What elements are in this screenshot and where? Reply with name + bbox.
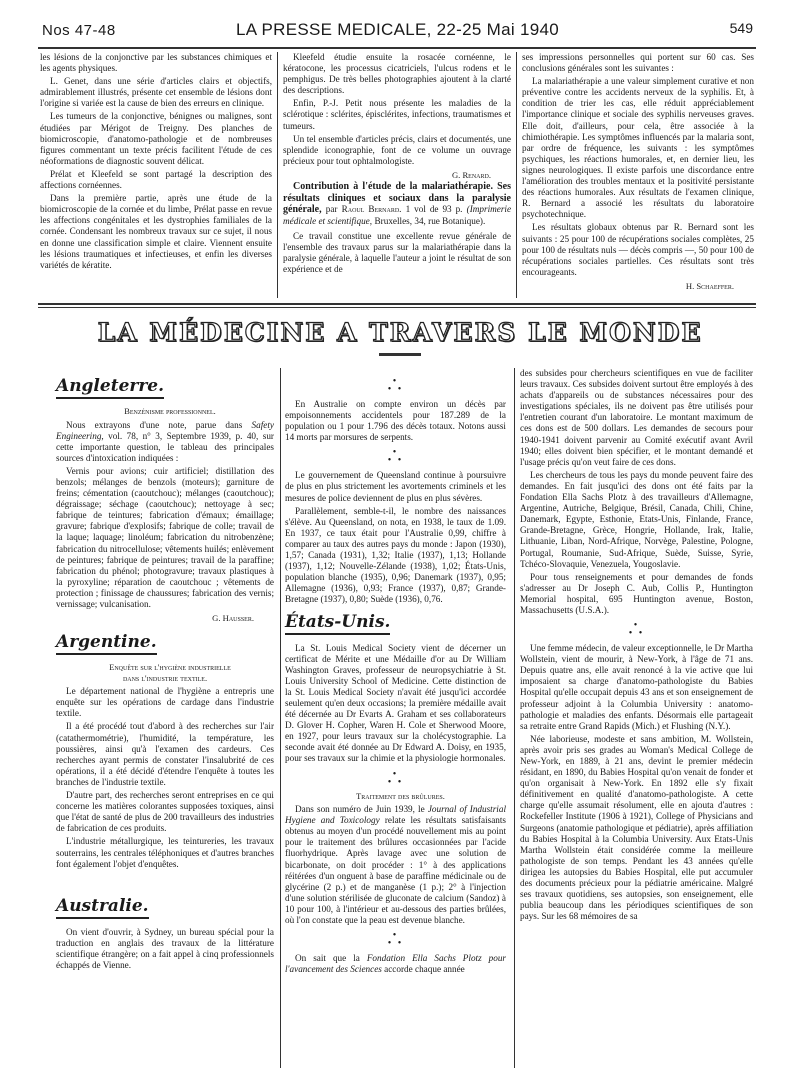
country-heading-angleterre: Angleterre. [56,376,164,399]
paragraph: Une femme médecin, de valeur exceptionnelle, le Dr Martha Wollstein, vient de mourir, à New-York, à l'âge de 71 ans. Depuis quatre ans, elle avait renoncé à la vie active que lui imposaient sa charge d'anatomo-pathologiste du Babies Hospital qu'elle occupait depuis 43 ans et son enseignement de professeur adjoint à la Columbia University : anatomo-pathologie et maladies des enfants. Désormais elle partageait sa retraite entre Grand Rapids (Mich.) et Flushing (N.Y.). [520,643,753,731]
paragraph [285,953,506,975]
bottom-column-1 [56,372,274,971]
paragraph: ses impressions personnelles qui portent sur 60 cas. Ses conclusions générales sont les suivantes : [522,52,754,74]
column-divider [277,52,278,298]
running-head [40,20,755,44]
header-rule [38,47,756,49]
paragraph: Le département national de l'hygiène a entrepris une enquête sur les opérations de cardage dans l'industrie textile. [56,686,274,719]
journal-name: Journal of Industrial Hygiene and Toxicology [285,804,507,826]
journal-name: Safety Engineering [56,419,274,441]
text: Nous extrayons d'une note, parue dans [66,419,243,430]
paragraph: Née laborieuse, modeste et sans ambition, M. Wollstein, après avoir pris ses grades au Woman's Medical College de New-York, en 1889, à 21 ans, devint le premier médecin résidant, en 1890, du Babies Hospital qu'on venait de fonder et qu'on organisait à New-York. En 1892 elle s'y fixait définitivement en qualité d'anatomo-pathologiste. A cette charge qu'elle assumait résolument, elle en ajouta d'autres : Rockefeller Institute (1906 à 1921), College of Physicians and Surgeons (anatomie pathologique et pédiatrie), après affiliation du Babies Hospital à la Columbia University. Aux Etats-Unis Martha Wollstein était considérée comme la meilleure pathologiste de son temps. Pendant les 43 années qu'elle dirigea les autopsies du Babies Hospital, elle put accumuler des documents précieux pour la pédiatrie américaine. Malgré ses travaux quotidiens, ses autopsies, son enseignement, elle publia beaucoup dans les périodiques scientifiques de son pays. Sur les 68 mémoires de sa [520,733,753,922]
paragraph: Les tumeurs de la conjonctive, bénignes ou malignes, sont étudiées par Mérigot de Treigny. Des planches de biomicroscopie, d'anatomo-pathologie et de nombreuses figures commentant un texte précis facilitent l'étude de ces néoformations de diagnostic souvent délicat. [40,111,272,166]
top-column-1 [40,52,272,271]
section-title-underline [379,353,421,356]
column-divider [280,368,281,1068]
publication-title: LA PRESSE MEDICALE, 22-25 Mai 1940 [236,20,559,39]
column-divider [516,52,517,298]
paragraph: Pour tous renseignements et pour demandes de fonds s'adresser au Dr Joseph C. Aub, Collis P., Huntington Memorial hospital, 695 Huntington avenue, Boston, Massachusetts (U.S.A.). [520,571,753,615]
paragraph: Les chercheurs de tous les pays du monde peuvent faire des demandes. En fait jusqu'ici des dons ont été faits par la Fondation Ella Sachs Plotz à des travailleurs d'Allemagne, Argentine, Autriche, Belgique, Brésil, Canada, Chili, Chine, Danemark, Egypte, Esthonie, Etats-Unis, Finlande, France, Grande-Bretagne, Grèce, Hongrie, Hollande, Irak, Italie, Lithuanie, Liban, Nord-Afrique, Norvège, Palestine, Pologne, Portugal, Roumanie, Sud-Afrique, Suède, Suisse, Syrie, Tchéco-Slovaquie, Venezuela, Yougoslavie. [520,469,753,569]
book-author: Raoul Bernard. [341,204,402,215]
section-rule-thin [38,307,756,308]
review-signature: G. Renard. [451,169,491,180]
text: accorde chaque année [384,964,465,975]
book-address: Bruxelles, 34, rue Botanique). [374,215,486,226]
book-details: 1 vol de 93 p. [405,204,463,215]
paragraph [56,420,274,464]
paragraph: Les résultats globaux obtenus par R. Bernard sont les suivants : 25 pour 100 de récupérations sociales complètes, 25 pour 100 de résultats nuls — décès compris —, 50 pour 100 de récupérations sociales partielles. Ces résultats sont très encourageants. [522,222,754,277]
bottom-column-3 [520,368,753,922]
book-review-heading [283,181,511,227]
top-column-3 [522,52,754,292]
article-signature: G. Hausser. [212,613,254,624]
paragraph: Le gouvernement de Queensland continue à poursuivre de plus en plus strictement les avortements criminels et les mesures de police deviennent de plus en plus sévères. [285,470,506,503]
top-column-2 [283,52,511,275]
paragraph: les lésions de la conjonctive par les substances chimiques et les agents physiques. [40,52,272,74]
article-subhead [56,663,274,684]
paragraph: des subsides pour chercheurs scientifiques en vue de faciliter leurs travaux. Ces subsides doivent surtout être employés à des achats d'appareils ou de substances nécessaires pour des investigations spéciales, ils ne doivent pas être utilisés pour l'entretien courant d'un laboratoire. Le montant maximum de ces dons est de 500 dollars. Les demandes de secours pour 1940-1941 doivent parvenir au Comité exécutif avant Avril 1940; elles doivent bien spécifier, et le montant demandé et l'usage précis qu'on veut faire de ces dons. [520,368,753,467]
issue-number: Nos 47-48 [42,22,116,39]
paragraph: D'autre part, des recherches seront entreprises en ce qui concerne les matières colorantes supposées toxiques, ainsi que l'état de santé de plus de 200 travailleurs des industries de fabrication de ces produits. [56,790,274,834]
bottom-column-2 [285,372,506,975]
article-subhead: Traitement des brûlures. [356,791,445,801]
asterism-icon: • • • [387,768,404,788]
country-heading-argentine: Argentine. [56,632,157,655]
text: Dans son numéro de Juin 1939, le [295,804,425,815]
paragraph: Vernis pour avions; cuir artificiel; distillation des benzols; mélanges de benzols (moteurs); garniture de freins; cémentation (caoutchouc); mélanges (caoutchouc); dégraissage; séchage (caoutchouc); nettoyage à sec; fabrique de teintures; fabrication d'émaux; émaillage; gravure; fabrique d'explosifs; fabrique de colle; travail de la laque; laquage; linoléum; fabrication du nitrobenzène; fabrication du nitrocellulose; vêtements huilés; enlèvement de peintures; fabrique de peintures; travail de la paraffine; fabrication du phénol; photogravure; travaux plastiques à la pyroxyline; réparation de caoutchouc ; vêtements de protection ; finissage de chaussures; fabrication des vernis; vernissage; vulcanisation. [56,465,274,609]
paragraph: Ce travail constitue une excellente revue générale de l'ensemble des travaux parus sur la malariathérapie dans la paralysie générale, à laquelle l'auteur a joint le résultat de son expérience et de [283,231,511,275]
article-subhead: Benzénisme professionnel. [124,407,216,416]
book-title: Contribution à l'étude de la malariathérapie. Ses résultats cliniques et sociaux dans la paralysie générale, [283,181,511,216]
book-publisher: (Imprimerie médicale et scientifique, [283,204,512,226]
asterism-icon: • • • [387,930,404,950]
paragraph: Parallèlement, semble-t-il, le nombre des naissances s'élève. Au Queensland, on nota, en 1938, le taux de 1.09. En 1937, ce taux était pour l'Australie 0,99, chiffre à comparer au taux des autres pays du monde : Japon (1930), 1,57; Canada (1931), 1,32; Italie (1937), 1,13; Hollande (1937), 1,12; Nouvelle-Zélande (1938), 1,02; États-Unis, population blanche (1935), 0,96; Danemark (1937), 0,95; Allemagne (1936), 0,93; France (1937), 0,87; Grande-Bretagne (1937), 0,80; Suède (1936), 0,76. [285,505,506,605]
paragraph: La St. Louis Medical Society vient de décerner un certificat de Mérite et une Médaille d'or au Dr William Washington Graves, professeur de neuropsychiatrie à St. Louis University School of Medicine. Cette distinction de la St. Louis Medical Society n'avait été jusqu'ici accordée seulement qu'en deux occasions; la première médaille avait été décernée au Dr Evarts A. Graham et ses collaborateurs D. Glover H. Copher, Waren H. Cole et Sherwood Moore, en 1927, pour leurs travaux sur la cholécystographie. La seconde avait été donnée au Dr Edward A. Doisy, en 1935, pour ses travaux sur la chimie et la physiologie hormonales. [285,642,506,764]
paragraph: L'industrie métallurgique, les teintureries, les travaux souterrains, les centrales téléphoniques et d'autres branches font également l'objet d'enquêtes. [56,836,274,869]
foundation-name: Fondation Ella Sachs Plotz pour l'avancement des Sciences [285,953,506,975]
paragraph: On vient d'ouvrir, à Sydney, un bureau spécial pour la traduction en anglais des travaux de la littérature scientifique étrangère; on a fait appel à cinq professionnels échappés de Vienne. [56,926,274,970]
column-divider [514,368,515,1068]
paragraph: La malariathérapie a une valeur simplement curative et non préventive contre les accidents nerveux de la syphilis. Et, à condition de trier les cas, elle réduit appréciablement l'importance clinique et sociale des syphilis nerveuses graves. Elle doit, d'ailleurs, pour cela, être associée à la chimiothérapie. Les symptômes influencés par la malaria sont, par ordre de fréquence, les suivants : les symptômes psychiques, les réactions humorales, et, en dernier lieu, les signes neurologiques. Il existe parfois une discordance entre l'amélioration des troubles mentaux et la positivité persistante des réactions humorales. Aux résultats de l'examen clinique, R. Bernard a associé les résultats du laboratoire psychotechnique. [522,76,754,220]
text: relate les résultats satisfaisants obtenus au moyen d'un procédé nouvellement mis au point pour le traitement des brûlures occasionnées par l'acide fluorhydrique. Après lavage avec une solution de bicarbonate, on doit procéder : 1° à des applications réitérées d'un onguent à base de paraffine médicinale ou de glycérine (2 p.) et de manganèse (1 p.); 2° à l'injection d'une solution stérilisée de gluconate de calcium (Sandoz) à 10 pour 100, à l'intérieur et au-dessous des parties brûlées, où l'on constate que la peau est devenue blanche. [285,815,506,925]
asterism-icon: • • • [387,376,404,395]
country-heading-australie: Australie. [56,896,149,919]
country-heading-etats-unis: États-Unis. [285,612,390,635]
paragraph: Prélat et Kleefeld se sont partagé la description des affections cornéennes. [40,168,272,191]
subhead-line: dans l'industrie textile. [122,673,208,683]
paragraph: En Australie on compte environ un décès par empoisonnements accidentels pour 187.289 de la population ou 1 pour 1.796 des décès totaux. Notons aussi 14 morts par morsures de serpents. [285,399,506,443]
text: , vol. 78, n° 3, Septembre 1939, p. 40, sur cette importante question, le tableau des principales sources d'intoxication indiquées : [56,430,274,463]
text: On sait que la [295,953,360,964]
book-author-prefix: par [325,204,338,215]
paragraph: L. Genet, dans une série d'articles clairs et objectifs, admirablement illustrés, présente cet ensemble de lésions dont l'origine si variée est la cause de bien des erreurs en clinique. [40,76,272,109]
paragraph: Il a été procédé tout d'abord à des recherches sur l'air (catathermométrie), l'humidité, la température, les poussières, ainsi qu'à l'examen des cardeurs. Ces recherches ayant permis de constater l'insalubrité de ces opérations, il a été décidé d'étendre l'enquête à toutes les branches de l'industrie textile. [56,721,274,787]
section-title: LA MÉDECINE A TRAVERS LE MONDE [97,318,703,347]
paragraph [285,804,506,926]
paragraph: Un tel ensemble d'articles précis, clairs et documentés, une splendide iconographie, font de ce volume un ouvrage précieux pour tout ophtalmologiste. [283,133,511,166]
subhead-line: Enquête sur l'hygiène industrielle [109,663,231,673]
asterism-icon: • • • [387,447,404,467]
section-rule [38,303,756,305]
asterism-icon: • • • [628,620,645,640]
paragraph: Enfin, P.-J. Petit nous présente les maladies de la sclérotique : sclérites, épisclérites, infections, traumatismes et tumeurs. [283,98,511,131]
paragraph: Kleefeld étudie ensuite la rosacée cornéenne, le kératocone, les processus cicatriciels, l'ulcus rodens et le pemphigus. De très belles photographies ajoutent à la clarté des descriptions. [283,52,511,96]
review-signature: H. Schaeffer. [685,280,734,291]
page-number: 549 [729,20,753,36]
paragraph: Dans la première partie, après une étude de la biomicroscopie de la cornée et du limbe, Prélat passe en revue les affections congénitales et les dystrophies familiales de la cornée. Condensant les nombreux travaux sur ce sujet, il nous en donne une classification simple et claire. Viennent ensuite les lésions traumatiques et infectieuses, et enfin les diverses variétés de kératite. [40,193,272,270]
